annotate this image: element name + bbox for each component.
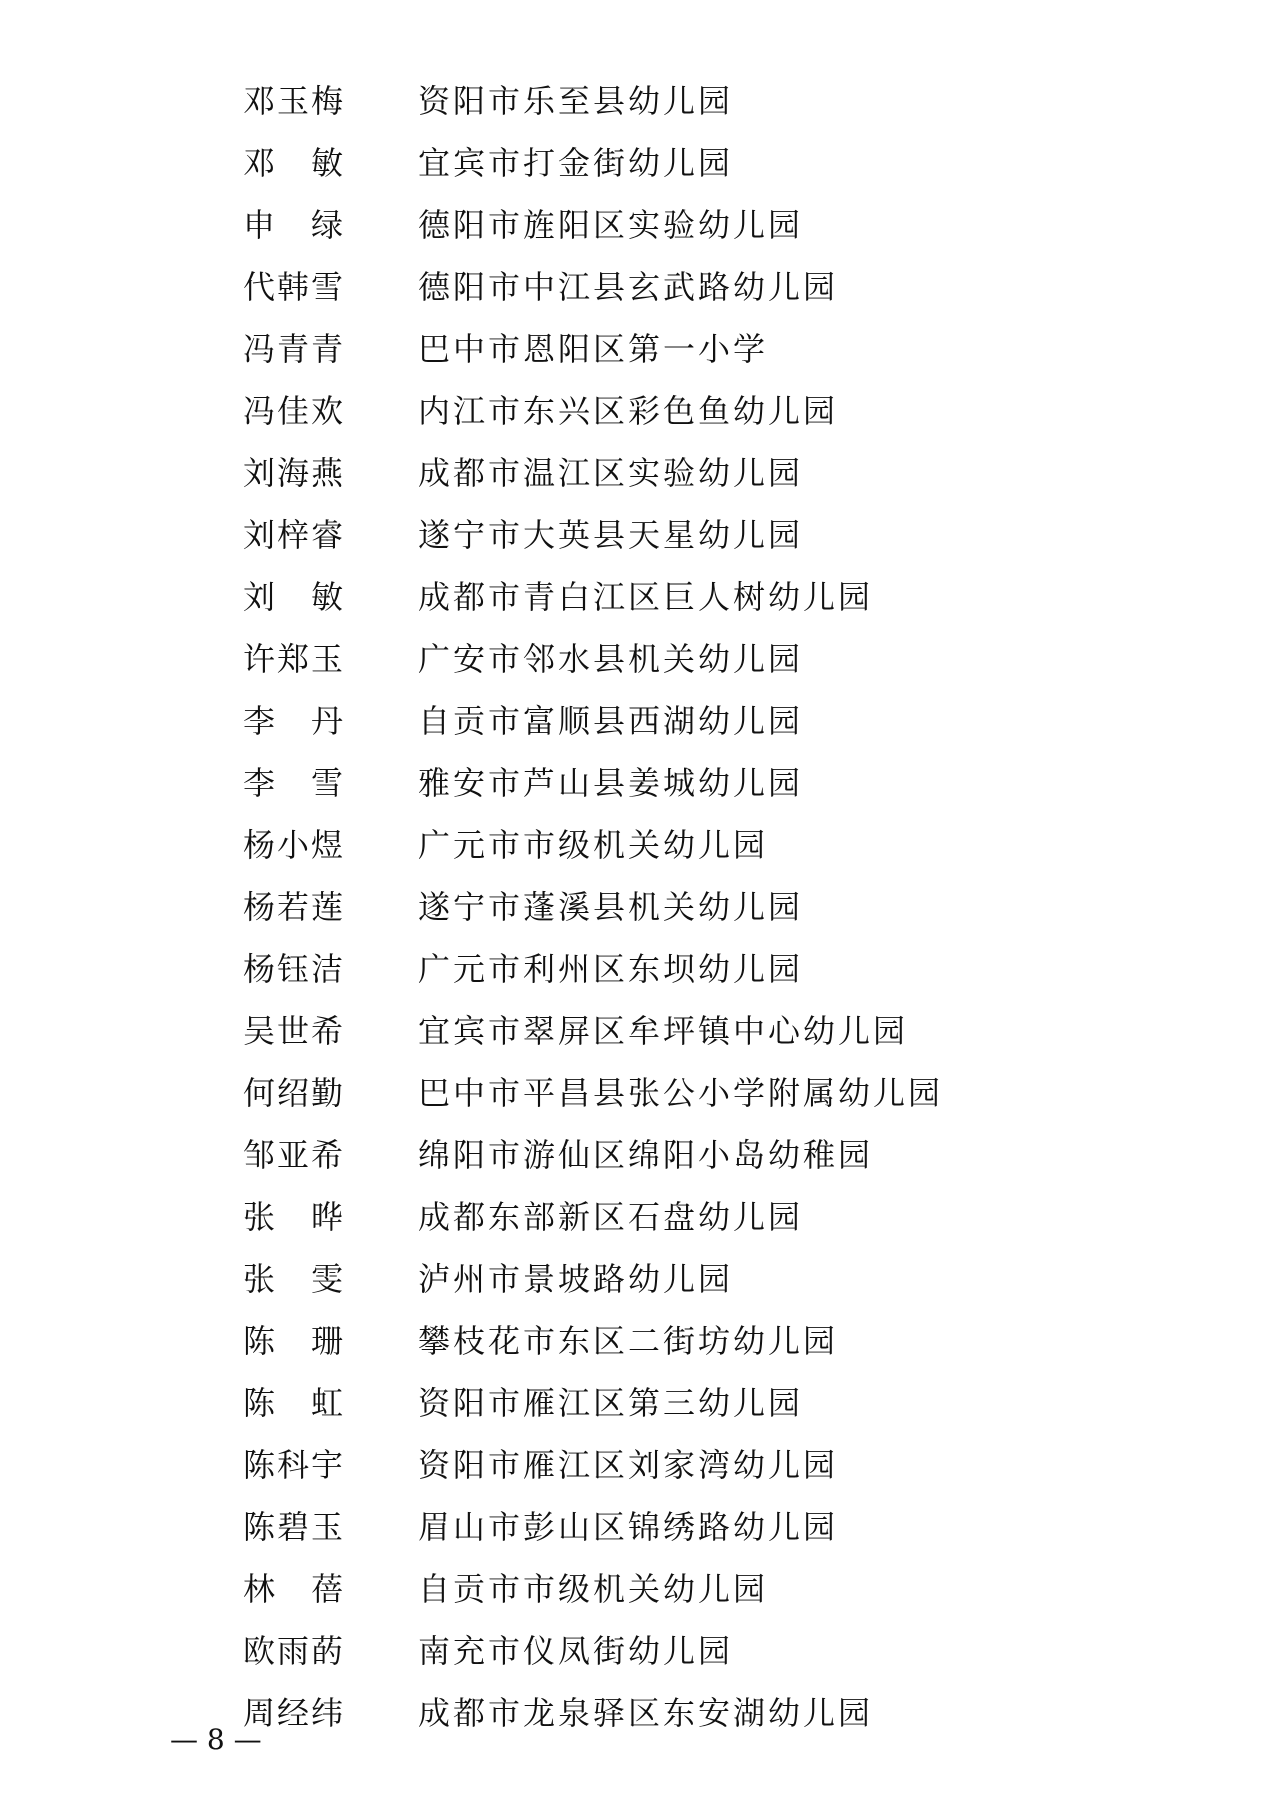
list-item xyxy=(0,256,1280,318)
person-name: 张 雯 xyxy=(243,1260,343,1298)
person-name: 冯青青 xyxy=(243,330,343,368)
person-name: 杨小煜 xyxy=(243,826,343,864)
list-item xyxy=(0,442,1280,504)
page-number: — 8 — xyxy=(170,1723,262,1756)
person-name: 陈 虹 xyxy=(243,1384,343,1422)
list-item xyxy=(0,194,1280,256)
organization-name: 遂宁市蓬溪县机关幼儿园 xyxy=(418,888,804,926)
organization-name: 绵阳市游仙区绵阳小岛幼稚园 xyxy=(418,1136,874,1174)
organization-name: 南充市仪凤街幼儿园 xyxy=(418,1632,734,1670)
organization-name: 成都东部新区石盘幼儿园 xyxy=(418,1198,804,1236)
person-name: 欧雨菂 xyxy=(243,1632,343,1670)
person-name: 杨若莲 xyxy=(243,888,343,926)
list-item xyxy=(0,566,1280,628)
list-item xyxy=(0,1124,1280,1186)
person-name: 陈碧玉 xyxy=(243,1508,343,1546)
organization-name: 泸州市景坡路幼儿园 xyxy=(418,1260,734,1298)
organization-name: 广元市利州区东坝幼儿园 xyxy=(418,950,804,988)
organization-name: 成都市龙泉驿区东安湖幼儿园 xyxy=(418,1694,874,1732)
list-item xyxy=(0,1186,1280,1248)
list-item xyxy=(0,1434,1280,1496)
person-name: 吴世希 xyxy=(243,1012,343,1050)
person-name: 刘 敏 xyxy=(243,578,343,616)
organization-name: 宜宾市打金街幼儿园 xyxy=(418,144,734,182)
list-item xyxy=(0,318,1280,380)
person-name: 何绍勤 xyxy=(243,1074,343,1112)
list-item xyxy=(0,690,1280,752)
person-name: 申 绿 xyxy=(243,206,343,244)
person-name: 代韩雪 xyxy=(243,268,343,306)
organization-name: 巴中市恩阳区第一小学 xyxy=(418,330,769,368)
person-name: 冯佳欢 xyxy=(243,392,343,430)
person-name: 刘海燕 xyxy=(243,454,343,492)
list-item xyxy=(0,628,1280,690)
person-name: 李 雪 xyxy=(243,764,343,802)
list-item xyxy=(0,132,1280,194)
list-item xyxy=(0,1062,1280,1124)
person-name: 陈科宇 xyxy=(243,1446,343,1484)
person-name: 杨钰洁 xyxy=(243,950,343,988)
name-list xyxy=(0,70,1280,1744)
organization-name: 自贡市市级机关幼儿园 xyxy=(418,1570,769,1608)
person-name: 许郑玉 xyxy=(243,640,343,678)
person-name: 邓 敏 xyxy=(243,144,343,182)
person-name: 李 丹 xyxy=(243,702,343,740)
list-item xyxy=(0,70,1280,132)
list-item xyxy=(0,814,1280,876)
person-name: 邓玉梅 xyxy=(243,82,343,120)
list-item xyxy=(0,752,1280,814)
list-item xyxy=(0,876,1280,938)
list-item xyxy=(0,938,1280,1000)
organization-name: 成都市温江区实验幼儿园 xyxy=(418,454,804,492)
organization-name: 成都市青白江区巨人树幼儿园 xyxy=(418,578,874,616)
person-name: 周经纬 xyxy=(243,1694,343,1732)
list-item xyxy=(0,1248,1280,1310)
list-item xyxy=(0,504,1280,566)
list-item xyxy=(0,1310,1280,1372)
organization-name: 内江市东兴区彩色鱼幼儿园 xyxy=(418,392,839,430)
organization-name: 攀枝花市东区二街坊幼儿园 xyxy=(418,1322,839,1360)
list-item xyxy=(0,380,1280,442)
organization-name: 宜宾市翠屏区牟坪镇中心幼儿园 xyxy=(418,1012,909,1050)
organization-name: 巴中市平昌县张公小学附属幼儿园 xyxy=(418,1074,944,1112)
organization-name: 广安市邻水县机关幼儿园 xyxy=(418,640,804,678)
person-name: 陈 珊 xyxy=(243,1322,343,1360)
organization-name: 遂宁市大英县天星幼儿园 xyxy=(418,516,804,554)
organization-name: 自贡市富顺县西湖幼儿园 xyxy=(418,702,804,740)
list-item xyxy=(0,1372,1280,1434)
organization-name: 眉山市彭山区锦绣路幼儿园 xyxy=(418,1508,839,1546)
organization-name: 雅安市芦山县姜城幼儿园 xyxy=(418,764,804,802)
organization-name: 广元市市级机关幼儿园 xyxy=(418,826,769,864)
organization-name: 资阳市雁江区刘家湾幼儿园 xyxy=(418,1446,839,1484)
organization-name: 资阳市乐至县幼儿园 xyxy=(418,82,734,120)
list-item xyxy=(0,1620,1280,1682)
list-item xyxy=(0,1496,1280,1558)
list-item xyxy=(0,1558,1280,1620)
person-name: 张 晔 xyxy=(243,1198,343,1236)
organization-name: 资阳市雁江区第三幼儿园 xyxy=(418,1384,804,1422)
person-name: 邹亚希 xyxy=(243,1136,343,1174)
person-name: 林 蓓 xyxy=(243,1570,343,1608)
person-name: 刘梓睿 xyxy=(243,516,343,554)
list-item xyxy=(0,1000,1280,1062)
organization-name: 德阳市旌阳区实验幼儿园 xyxy=(418,206,804,244)
organization-name: 德阳市中江县玄武路幼儿园 xyxy=(418,268,839,306)
